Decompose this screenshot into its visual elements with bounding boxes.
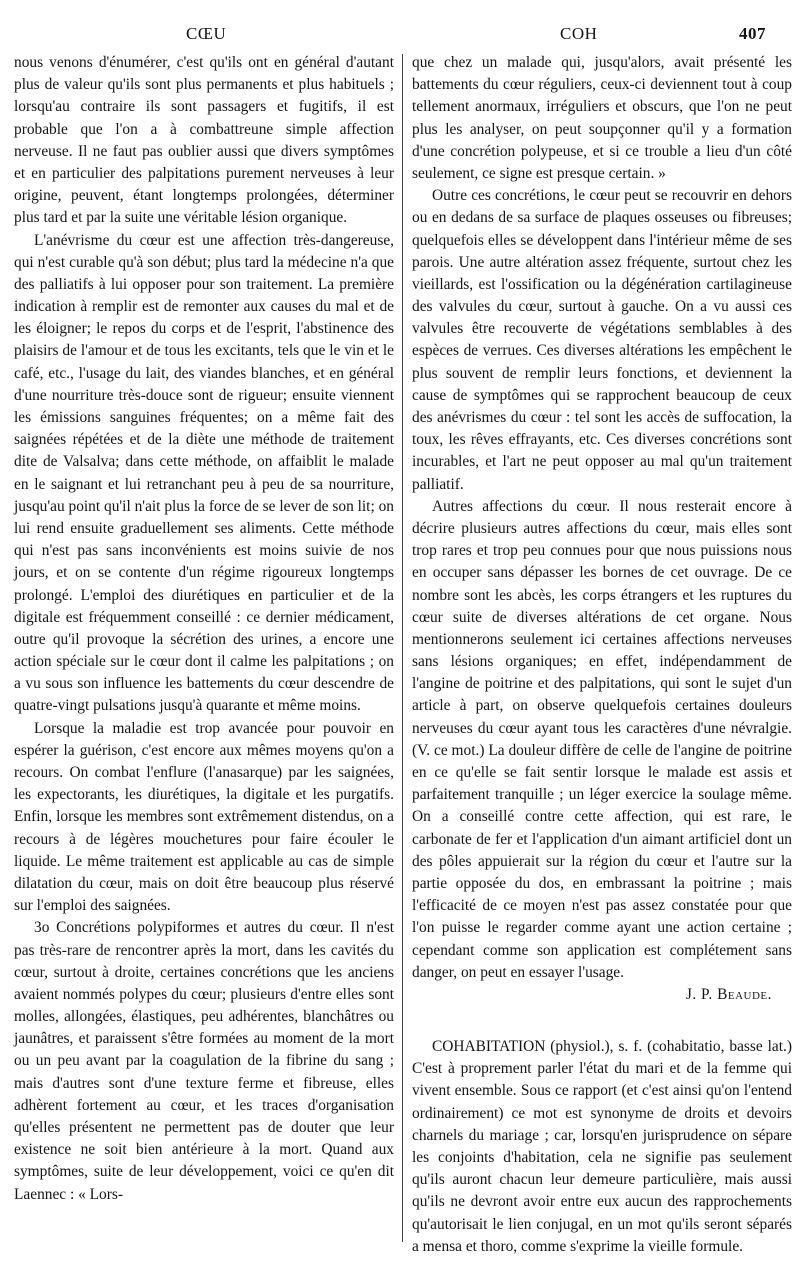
paragraph-continued: nous venons d'énumérer, c'est qu'ils ont en général d'autant plus de valeur qu'ils sont plus permanents et plus habituels ; lorsqu'au contraire ils sont passagers et fugitifs, il est probable que l'on a à combattreune simple affection nerveuse. Il ne faut pas oublier aussi que divers symptômes et en particulier des palpitations purement nerveuses à leur origine, peuvent, étant longtemps prolongées, déterminer plus tard et par la suite une véritable lésion organique. <box>14 54 394 227</box>
paragraph-aneurysm-treatment: L'anévrisme du cœur est une affection très-dangereuse, qui n'est curable qu'à son début; plus tard la médecine n'a que des palliatifs à lui opposer pour son traitement. La première indication à remplir est de remonter aux causes du mal et de les éloigner; le repos du corps et de l'esprit, l'abstinence des plaisirs de l'amour et de tous les excitants, tels que le vin et le café, etc., l'usage du lait, des viandes blanches, et en général d'une nourriture très-douce sont de rigueur; ensuite viennent les émissions sanguines fréquentes; on a même fait des saignées répétées et de la diète une méthode de traitement dite de Valsalva; dans cette méthode, on affaiblit le malade en le saignant et lui retranchant peu à peu de sa nourriture, jusqu'au point qu'il n'ait plus la force de se lever de son lit; on lui rend ensuite graduellement ses aliments. Cette méthode qui n'est pas sans inconvénients est moins suivie de nos jours, et on se contente d'un régime rigoureux longtemps prolongé. L'emploi des diurétiques en particulier et de la digitale est fréquemment conseillé : ce dernier médicament, outre qu'il provoque la sécrétion des urines, a encore une action spéciale sur le cœur dont il calme les palpitations ; on a vu sous son influence les battements du cœur descendre de quatre-vingt pulsations jusqu'à quarante et même moins. <box>14 231 394 715</box>
paragraph-advanced-disease: Lorsque la maladie est trop avancée pour pouvoir en espérer la guérison, c'est encore aux mêmes moyens qu'on a recours. On combat l'enflure (l'anasarque) par les saignées, les expectorants, les diurétiques, la digitale et les purgatifs. Enfin, lorsque les membres sont extrêmement distendus, on a recours à de légères mouchetures pour faire écouler le liquide. Le même traitement est applicable au cas de simple dilatation du cœur, mais on doit être beaucoup plus réservé sur l'emploi des saignées. <box>14 719 394 915</box>
paragraph-other-affections: Autres affections du cœur. Il nous resterait encore à décrire plusieurs autres affections du cœur, mais elles sont trop rares et trop peu connues pour que nous puissions nous en occuper sans dépasser les bornes de cet ouvrage. De ce nombre sont les abcès, les corps étrangers et les ruptures du cœur suite de diverses altérations de cet organe. Nous mentionnerons seulement ici certaines affections nerveuses sans lésions organiques; en effet, indépendamment de l'angine de poitrine et des palpitations, qui sont le sujet d'un article à part, on observe quelquefois certaines douleurs nerveuses du cœur ayant tous les caractères d'une névralgie. (V. ce mot.) La douleur diffère de celle de l'angine de poitrine en ce qu'elle se fait sentir lorsque le malade est assis et parfaitement tranquille ; un léger exercice la soulage même. On a conseillé contre cette affection, qui est rare, le carbonate de fer et l'application d'un aimant artificiel dont un des pôles appuierait sur la région du cœur et l'autre sur la partie opposée du dos, en embrassant la poitrine ; mais l'efficacité de ce moyen n'est pas assez constatée pour que l'on puisse le regarder comme ayant une action certaine ; cependant comme son application est complétement sans danger, on peut en essayer l'usage. <box>412 497 792 981</box>
paragraph-polypiform-concretions: 3o Concrétions polypiformes et autres du cœur. Il n'est pas très-rare de rencontrer après la mort, dans les cavités du cœur, surtout à droite, certaines concrétions que les anciens avaient nommés polypes du cœur; plusieurs d'entre elles sont molles, allongées, élastiques, peu adhérentes, blanchâtres ou jaunâtres, et paraissent s'être formées au moment de la mort ou un peu avant par la coagulation de la fibrine du sang ; mais d'autres sont d'une texture ferme et fibreuse, elles adhèrent fortement au cœur, et les traces d'organisation qu'elles présentent ne permettent pas de douter que leur existence ne soit bien antérieure à la mort. Quand aux symptômes, suite de leur développement, voici ce qu'en dit Laennec : « Lors- <box>14 919 394 1203</box>
running-head-center: COH <box>560 24 598 43</box>
running-head-left: CŒU <box>186 24 227 43</box>
entry-separator <box>412 1006 792 1036</box>
author-signature: J. P. Beaude. <box>685 985 772 1003</box>
page-number: 407 <box>739 24 766 43</box>
paragraph-laennec-quote: que chez un malade qui, jusqu'alors, avait présenté les battements du cœur réguliers, ceux-ci deviennent tout à coup tellement anormaux, irréguliers et obscurs, que l'on ne peut plus les analyser, on peut soupçonner qu'il y a formation d'une concrétion polypeuse, et si ce trouble a lieu d'un côté seulement, ce signe est presque certain. » <box>412 54 792 182</box>
column-divider <box>402 54 403 1242</box>
right-column <box>412 52 792 1258</box>
entry-cohabitation: COHABITATION (physiol.), s. f. (cohabitatio, basse lat.) C'est à proprement parler l'état du mari et de la femme qui vivent ensemble. Sous ce rapport (et c'est ainsi qu'on l'entend ordinairement) ce mot est synonyme de droits et devoirs charnels du mariage ; car, lorsqu'en jurisprudence on sépare les conjoints d'habitation, cela ne signifie pas seulement qu'ils auront chacun leur demeure particulière, mais aussi qu'ils ne devront avoir entre eux aucun des rapprochements qu'autorisait le lien conjugal, en un mot qu'ils seront séparés a mensa et thoro, comme s'exprime la vieille formule. <box>412 1038 792 1255</box>
left-column <box>14 52 394 1206</box>
paragraph-other-alterations: Outre ces concrétions, le cœur peut se recouvrir en dehors ou en dedans de sa surface de plaques osseuses ou fibreuses; quelquefois elles se développent dans l'intérieur même de ses parois. Une autre altération assez fréquente, surtout chez les vieillards, est l'ossification ou la dégénération cartilagineuse des valvules du cœur, surtout à gauche. On a vu aussi ces valvules être recouverte de végétations semblables à des espèces de verrues. Ces diverses altérations les empêchent le plus souvent de remplir leurs fonctions, et deviennent la cause de symptômes qui se rapprochent beaucoup de ceux des anévrismes du cœur : tel sont les accès de suffocation, la toux, les rêves effrayants, etc. Ces diverses concrétions sont incurables, et l'art ne peut opposer au mal qu'un traitement palliatif. <box>412 187 792 493</box>
